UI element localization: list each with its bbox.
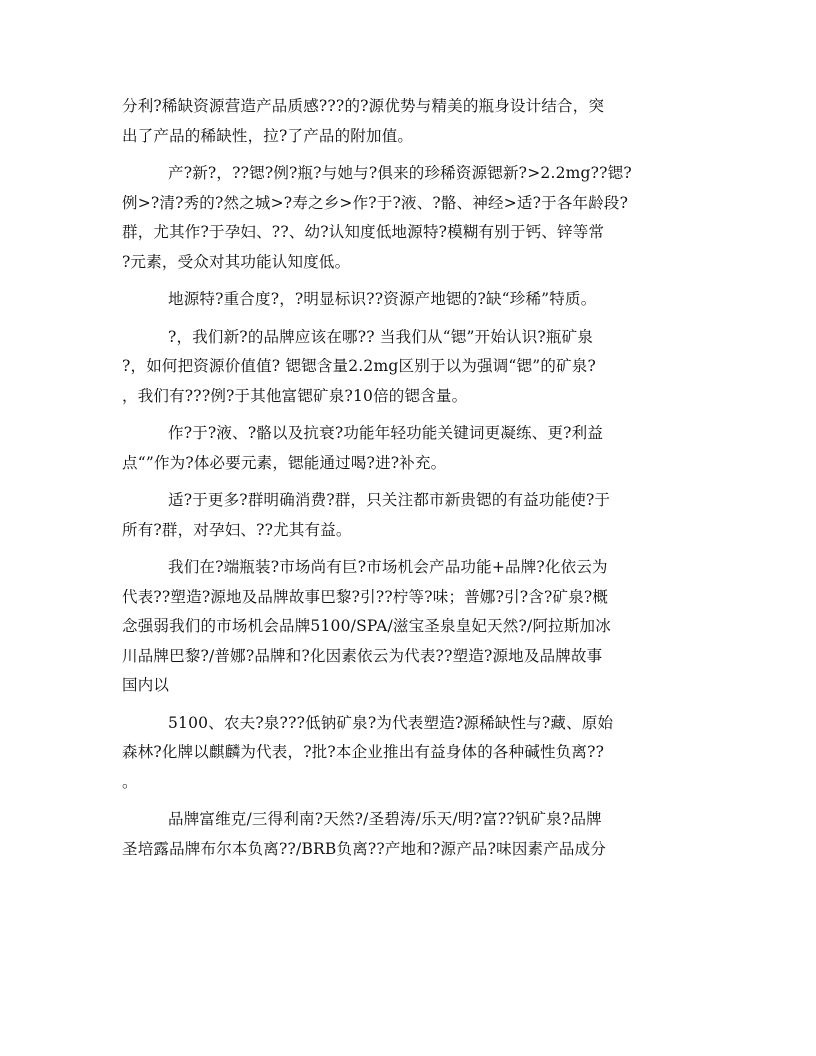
text-line: 。 (122, 772, 138, 791)
paragraph (122, 159, 694, 277)
text-line: ，我们有???例?于其他富锶矿泉?10倍的锶含量。 (122, 386, 468, 405)
text-line: 作?于?液、?骼以及抗衰?功能年轻功能关键词更凝练、更?利益 (168, 424, 604, 442)
paragraph (122, 323, 694, 412)
paragraph (122, 486, 694, 545)
paragraph (122, 553, 694, 701)
paragraph (122, 92, 694, 151)
text-line: ?，如何把资源价值值? 锶锶含量2.2mg区别于以为强调“锶”的矿泉? (122, 357, 596, 375)
text-line: 点“”作为?体必要元素，锶能通过喝?进?补充。 (122, 453, 447, 472)
text-line: 分利?稀缺资源营造产品质感???的?源优势与精美的瓶身设计结合，突 (122, 97, 605, 115)
text-line: 地源特?重合度?，?明显标识??资源产地锶的?缺“珍稀”特质。 (168, 290, 597, 308)
text-line: 圣培露品牌布尔本负离??/BRB负离??产地和?源产品?味因素产品成分 (122, 839, 607, 858)
paragraph (122, 709, 694, 798)
text-line: 5100、农夫?泉???低钠矿泉?为代表塑造?源稀缺性与?藏、原始 (168, 713, 614, 732)
text-line: 森林?化牌以麒麟为代表，?批?本企业推出有益身体的各种碱性负离?? (122, 743, 605, 761)
text-line: 国内以 (122, 676, 170, 694)
paragraph (122, 805, 694, 864)
paragraph (122, 285, 694, 315)
text-line: 念强弱我们的市场机会品牌5100/SPA/滋宝圣泉皇妃天然?/阿拉斯加冰 (122, 617, 611, 635)
paragraph (122, 419, 694, 478)
text-line: 产?新?，??锶?例?瓶?与她与?俱来的珍稀资源锶新?>2.2mg??锶? (168, 164, 632, 182)
text-line: 出了产品的稀缺性，拉?了产品的附加值。 (122, 126, 414, 145)
text-line: 我们在?端瓶装?市场尚有巨?市场机会产品功能+品牌?化依云为 (168, 558, 608, 576)
text-line: ?元素，受众对其功能认知度低。 (122, 252, 351, 271)
document-body (122, 92, 694, 864)
text-line: 所有?群，对孕妇、??尤其有益。 (122, 520, 352, 539)
text-line: 群，尤其作?于孕妇、??、幼?认知度低地源特?模糊有别于钙、锌等常 (122, 223, 605, 241)
text-line: 品牌富维克/三得利南?天然?/圣碧涛/乐天/明?富??钒矿泉?品牌 (168, 810, 602, 828)
text-line: 代表??塑造?源地及品牌故事巴黎?引??柠等?味；普娜?引?含?矿泉?概 (122, 587, 609, 606)
text-line: ?，我们新?的品牌应该在哪?? 当我们从“锶”开始认识?瓶矿泉 (168, 327, 594, 346)
text-line: 川品牌巴黎?/普娜?品牌和?化因素依云为代表??塑造?源地及品牌故事 (122, 646, 603, 665)
text-line: 适?于更多?群明确消费?群，只关注都市新贵锶的有益功能使?于 (168, 491, 611, 509)
text-line: 例>?清?秀的?然之城>?寿之乡>作?于?液、?骼、神经>适?于各年龄段? (122, 193, 629, 212)
